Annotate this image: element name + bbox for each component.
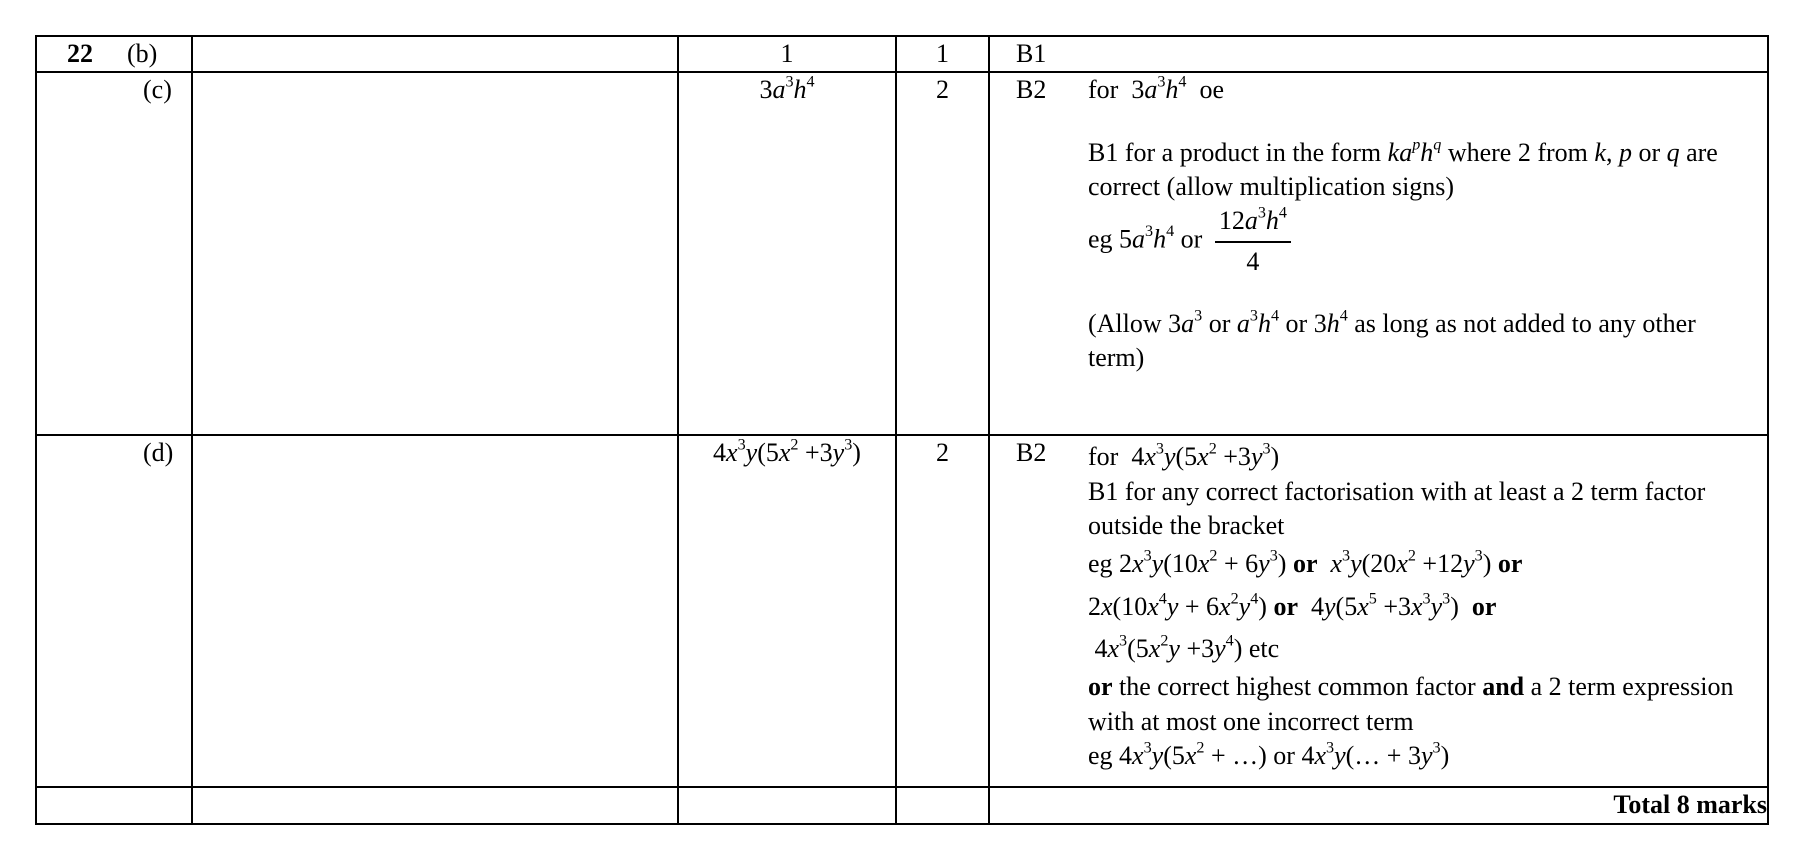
guidance-notes <box>1088 73 1767 375</box>
table-row <box>36 72 1768 435</box>
guidance-line: B1 for any correct factorisation with at least a 2 term factor outside the bracket <box>1088 476 1706 540</box>
empty-cell <box>192 787 678 823</box>
empty-cell <box>678 787 896 823</box>
answer-expression: $3a^3h^4$ <box>759 74 815 105</box>
guidance-line: eg $4x^3y(5x^2$ + …) or $4x^3y(\dots + 3y^3)$ <box>1088 739 1450 770</box>
guidance-line: for $4x^3y(5x^2 +3y^3)$ <box>1088 441 1280 472</box>
guidance-line: $2x(10x^4y + 6x^2y^4)$ or $4y(5x^5 +3x^3y^3)$ or <box>1088 590 1497 621</box>
table-row <box>36 435 1768 787</box>
question-cell <box>36 72 192 435</box>
guidance-cell <box>989 435 1768 787</box>
table-row <box>36 36 1768 72</box>
working-cell <box>192 36 678 72</box>
mark-cell: 2 <box>896 72 989 435</box>
table-row <box>36 787 1768 823</box>
guidance-cell <box>989 72 1768 435</box>
mark-scheme-table <box>35 35 1769 825</box>
guidance-line: eg $2x^3y(10x^2 + 6y^3)$ or $x^3y(20x^2 +12y^3)$ or <box>1088 547 1523 579</box>
mark-code: B2 <box>1016 438 1047 468</box>
mark-code: B1 <box>1016 39 1047 68</box>
guidance-notes <box>1088 436 1767 773</box>
guidance-line: or the correct highest common factor and a 2 term expression with at most one incorrect term <box>1088 672 1734 736</box>
part-label: (b) <box>127 39 158 68</box>
guidance-cell <box>989 36 1768 72</box>
empty-cell <box>36 787 192 823</box>
mark-code: B2 <box>1016 75 1047 105</box>
guidance-line: eg $5a^3h^4$ or $\frac{12a^3h^4}{4}$ <box>1088 204 1753 279</box>
answer-cell <box>678 435 896 787</box>
part-label: (d) <box>143 438 174 468</box>
answer-cell: 1 <box>678 36 896 72</box>
working-cell <box>192 72 678 435</box>
total-marks: Total 8 marks <box>989 787 1768 823</box>
mark-cell: 1 <box>896 36 989 72</box>
guidance-line: B1 for a product in the form $ka^ph^q$ where 2 from k, p or q are correct (allow multiplication signs) <box>1088 136 1718 201</box>
guidance-line: for $3a^3h^4$ oe <box>1088 74 1224 105</box>
mark-cell: 2 <box>896 435 989 787</box>
working-cell <box>192 435 678 787</box>
question-cell <box>36 36 192 72</box>
question-cell <box>36 435 192 787</box>
guidance-line: $4x^3(5x^2y +3y^4)$ etc <box>1088 632 1280 663</box>
fraction: $\frac{12a^3h^4}{4}$ <box>1215 204 1291 279</box>
answer-cell <box>678 72 896 435</box>
answer-expression: $4x^3y(5x^2 +3y^3)$ <box>713 437 861 468</box>
guidance-line: (Allow $3a^3$ or $a^3h^4$ or $3h^4$ as long as not added to any other term) <box>1088 307 1696 373</box>
question-number: 22 <box>67 39 93 68</box>
empty-cell <box>896 787 989 823</box>
part-label: (c) <box>143 75 172 105</box>
